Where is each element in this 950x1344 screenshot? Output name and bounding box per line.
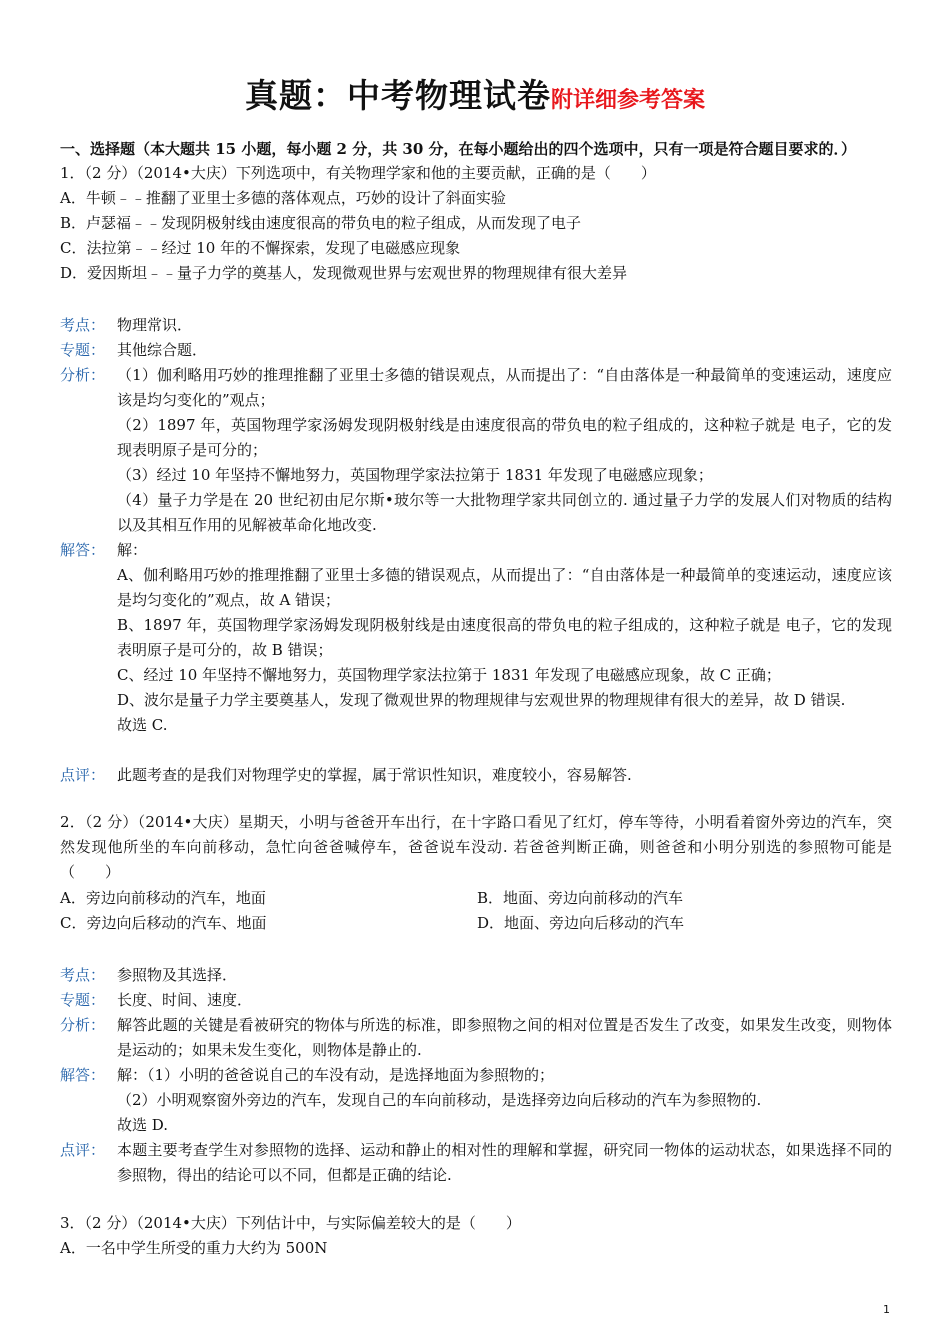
q2-jieda xyxy=(117,1063,892,1138)
q1-zhuanti-text: 其他综合题． xyxy=(117,341,208,359)
q1-option-b: B．卢瑟福﹣﹣发现阴极射线由速度很高的带负电的粒子组成，从而发现了电子 xyxy=(60,214,582,232)
q1-option-c: C．法拉第﹣﹣经过 10 年的不懈探索，发现了电磁感应现象 xyxy=(60,239,461,257)
q2-jieda-answer: 故选 D. xyxy=(117,1116,169,1134)
q2-kaodian xyxy=(117,963,892,988)
q2-dianping xyxy=(117,1138,892,1188)
q2-fenxi-text: 解答此题的关键是看被研究的物体与所选的标准，即参照物之间的相对位置是否发生了改变，如果发生改变，则物体是运动的；如果未发生变化，则物体是静止的. xyxy=(117,1016,892,1059)
q2-zhuanti-text: 长度、时间、速度． xyxy=(117,991,253,1009)
q1-zhuanti-label: 专题： xyxy=(60,341,106,359)
q1-jieda-c: C、经过 10 年坚持不懈地努力，英国物理学家法拉第于 1831 年发现了电磁感应现象，故 C 正确； xyxy=(117,666,781,684)
title-main: 真题：中考物理试卷 xyxy=(244,76,551,115)
q2-jieda-2: （2）小明观察窗外旁边的汽车，发现自己的车向前移动，是选择旁边向后移动的汽车为参照物的. xyxy=(117,1091,762,1109)
q1-dianping-label: 点评： xyxy=(60,766,106,784)
q2-jieda-1: 解：（1）小明的爸爸说自己的车没有动，是选择地面为参照物的； xyxy=(117,1066,555,1084)
q2-jieda-label: 解答： xyxy=(60,1066,106,1084)
q1-fenxi-2: （2）1897 年，英国物理学家汤姆发现阴极射线是由速度很高的带负电的粒子组成的，这种粒子就是 电子，它的发现表明原子是可分的； xyxy=(117,416,892,459)
q1-kaodian-label: 考点： xyxy=(60,316,106,334)
q2-fenxi-label: 分析： xyxy=(60,1016,106,1034)
q1-fenxi-3: （3）经过 10 年坚持不懈地努力，英国物理学家法拉第于 1831 年发现了电磁感应现象； xyxy=(117,466,713,484)
q2-dianping-label: 点评： xyxy=(60,1141,106,1159)
q1-option-a: A．牛顿﹣﹣推翻了亚里士多德的落体观点，巧妙的设计了斜面实验 xyxy=(60,189,506,207)
q1-fenxi-4: （4）量子力学是在 20 世纪初由尼尔斯•玻尔等一大批物理学家共同创立的. 通过量子力学的发展人们对物质的结构以及其相互作用的见解被革命化地改变. xyxy=(117,491,892,534)
title-sub: 附详细参考答案 xyxy=(550,87,705,113)
q1-zhuanti xyxy=(117,338,892,363)
q1-stem: 1．（2 分）（2014•大庆）下列选项中，有关物理学家和他的主要贡献，正确的是（ ） xyxy=(60,164,656,182)
q3-stem: 3．（2 分）（2014•大庆）下列估计中，与实际偏差较大的是（ ） xyxy=(60,1214,521,1232)
q2-stem xyxy=(60,810,892,885)
q1-jieda-d: D、波尔是量子力学主要奠基人，发现了微观世界的物理规律与宏观世界的物理规律有很大的差异，故 D 错误. xyxy=(117,691,846,709)
q2-option-d: D．地面、旁边向后移动的汽车 xyxy=(477,914,685,932)
q1-kaodian xyxy=(117,313,892,338)
q2-option-b: B．地面、旁边向前移动的汽车 xyxy=(477,889,684,907)
page-number: 1 xyxy=(883,1303,890,1316)
q2-zhuanti xyxy=(117,988,892,1013)
q1-jieda-b: B、1897 年，英国物理学家汤姆发现阴极射线是由速度很高的带负电的粒子组成的，这种粒子就是 电子，它的发现表明原子是可分的，故 B 错误； xyxy=(117,616,892,659)
q1-jieda-label: 解答： xyxy=(60,541,106,559)
q1-jieda xyxy=(117,538,892,738)
q2-option-a: A．旁边向前移动的汽车，地面 xyxy=(60,889,266,907)
q2-option-c: C．旁边向后移动的汽车、地面 xyxy=(60,914,267,932)
q1-fenxi-label: 分析： xyxy=(60,366,106,384)
q2-zhuanti-label: 专题： xyxy=(60,991,106,1009)
q1-fenxi xyxy=(117,363,892,538)
q1-jieda-a: A、伽利略用巧妙的推理推翻了亚里士多德的错误观点，从而提出了：“自由落体是一种最简单的变速运动，速度应该是均匀变化的”观点，故 A 错误； xyxy=(117,566,892,609)
q3-option-a: A．一名中学生所受的重力大约为 500N xyxy=(60,1239,328,1257)
q1-jieda-answer: 故选 C. xyxy=(117,716,168,734)
q1-option-d: D．爱因斯坦﹣﹣量子力学的奠基人，发现微观世界与宏观世界的物理规律有很大差异 xyxy=(60,264,628,282)
document-title xyxy=(0,70,950,117)
q2-kaodian-text: 参照物及其选择． xyxy=(117,966,238,984)
q1-dianping-text: 此题考查的是我们对物理学史的掌握，属于常识性知识，难度较小，容易解答. xyxy=(117,766,632,784)
q1-dianping xyxy=(117,763,892,788)
section-heading: 一、选择题（本大题共 15 小题，每小题 2 分，共 30 分，在每小题给出的四个选项中，只有一项是符合题目要求的．） xyxy=(60,140,857,158)
q2-kaodian-label: 考点： xyxy=(60,966,106,984)
q2-dianping-text: 本题主要考查学生对参照物的选择、运动和静止的相对性的理解和掌握，研究同一物体的运动状态，如果选择不同的参照物，得出的结论可以不同，但都是正确的结论. xyxy=(117,1141,892,1184)
q1-fenxi-1: （1）伽利略用巧妙的推理推翻了亚里士多德的错误观点，从而提出了：“自由落体是一种最简单的变速运动，速度应该是均匀变化的”观点； xyxy=(117,366,892,409)
q1-jieda-0: 解： xyxy=(117,541,148,559)
q2-stem-text: 2．（2 分）（2014•大庆）星期天，小明与爸爸开车出行，在十字路口看见了红灯，停车等待，小明看着窗外旁边的汽车，突然发现他所坐的车向前移动，急忙向爸爸喊停车，爸爸说车没动. 若爸爸判断正确，则爸爸和小明分别选的参照物可能是（ ） xyxy=(60,813,892,881)
q2-fenxi xyxy=(117,1013,892,1063)
q1-kaodian-text: 物理常识． xyxy=(117,316,193,334)
